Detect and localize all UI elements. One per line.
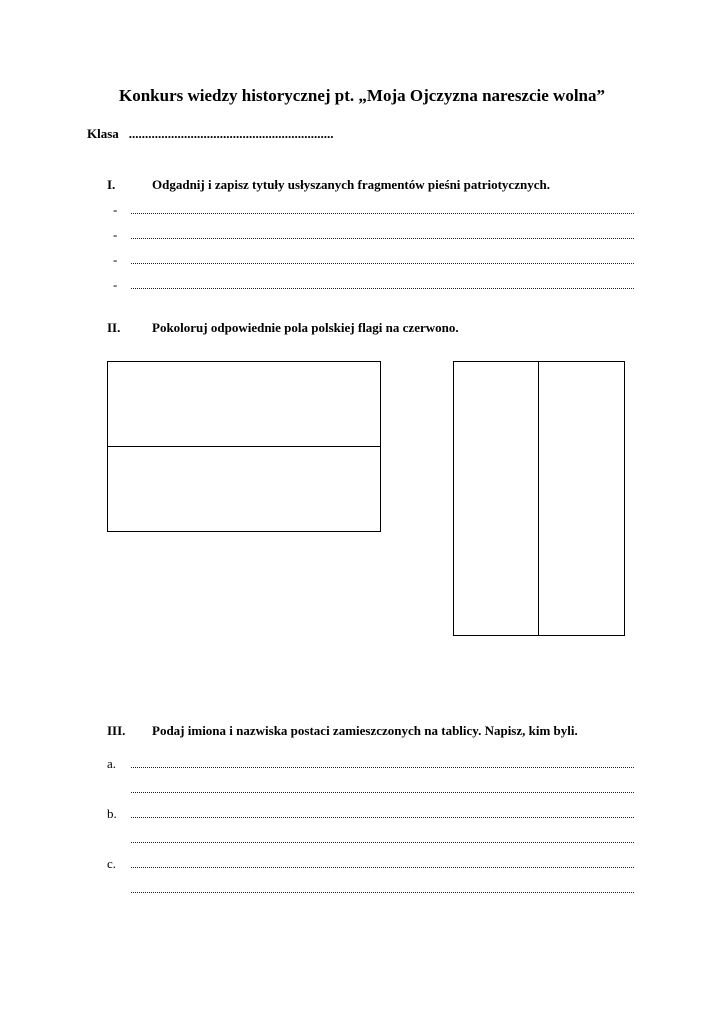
section-3-number: III. — [107, 723, 126, 738]
person-b-answer-line-2[interactable] — [131, 842, 634, 843]
section-2-number: II. — [107, 320, 121, 335]
section-3-instruction: Podaj imiona i nazwiska postaci zamieszczonych na tablicy. Napisz, kim byli. — [152, 723, 578, 738]
song-4-marker: - — [113, 277, 118, 292]
flag-vertical-right-field[interactable] — [539, 362, 624, 635]
person-c-marker: c. — [107, 856, 117, 871]
class-label: Klasa — [87, 126, 119, 141]
person-c-answer-line-2[interactable] — [131, 892, 634, 893]
class-dots: ............................................................... — [128, 126, 334, 141]
flag-vertical-left-field[interactable] — [454, 362, 539, 635]
song-1-marker: - — [113, 202, 118, 217]
section-2-instruction: Pokoloruj odpowiednie pola polskiej flagi na czerwono. — [152, 320, 459, 335]
person-b-answer-line-1[interactable] — [131, 817, 634, 818]
song-4-answer-line[interactable] — [131, 288, 634, 289]
person-c-answer-line-1[interactable] — [131, 867, 634, 868]
class-field — [87, 126, 334, 142]
person-a-marker: a. — [107, 756, 117, 771]
flag-horizontal-top-field[interactable] — [108, 362, 380, 447]
song-3-marker: - — [113, 252, 118, 267]
document-title: Konkurs wiedzy historycznej pt. „Moja Ojczyzna nareszcie wolna” — [118, 86, 605, 105]
flag-horizontal — [107, 361, 381, 532]
flag-horizontal-bottom-field[interactable] — [108, 447, 380, 532]
section-1-instruction: Odgadnij i zapisz tytuły usłyszanych fragmentów pieśni patriotycznych. — [152, 177, 550, 192]
flag-vertical — [453, 361, 625, 636]
section-1-number: I. — [107, 177, 116, 192]
song-2-answer-line[interactable] — [131, 238, 634, 239]
person-b-marker: b. — [107, 806, 117, 821]
person-a-answer-line-1[interactable] — [131, 767, 634, 768]
song-3-answer-line[interactable] — [131, 263, 634, 264]
person-a-answer-line-2[interactable] — [131, 792, 634, 793]
song-2-marker: - — [113, 227, 118, 242]
song-1-answer-line[interactable] — [131, 213, 634, 214]
